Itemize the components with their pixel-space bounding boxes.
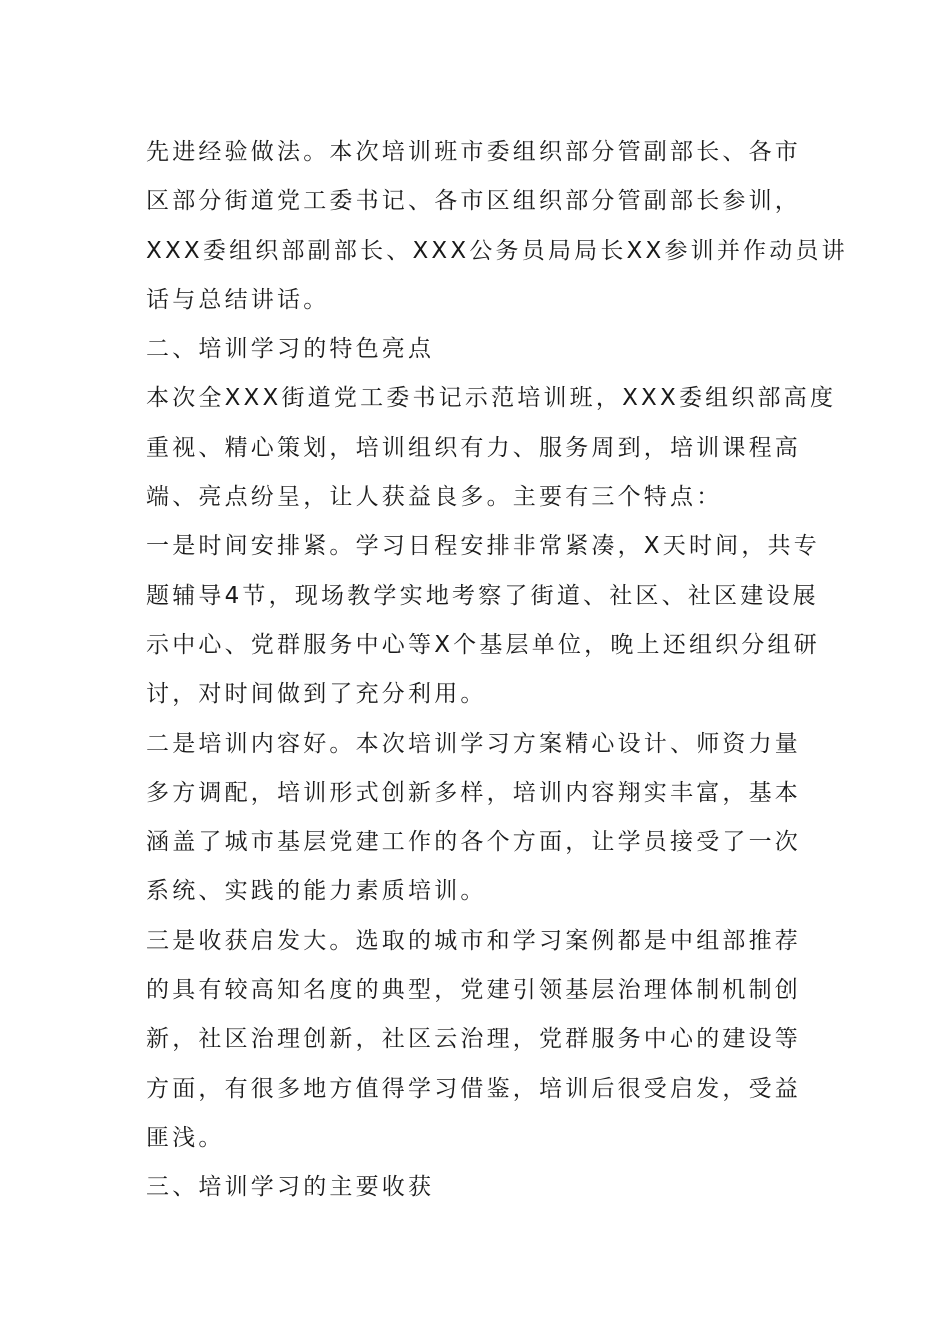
text-line: 先进经验做法。本次培训班市委组织部分管副部长、各市 bbox=[146, 139, 801, 165]
text-line: 的具有较高知名度的典型，党建引领基层治理体制机制创 bbox=[146, 977, 801, 1004]
text-line: 本次全XXX街道党工委书记示范培训班，XXX委组织部高度 bbox=[146, 385, 837, 412]
text-line: 系统、实践的能力素质培训。 bbox=[146, 878, 487, 905]
text-line: 二是培训内容好。本次培训学习方案精心设计、师资力量 bbox=[146, 730, 801, 757]
section-heading: 三、培训学习的主要收获 bbox=[146, 1174, 435, 1201]
text-line: 重视、精心策划，培训组织有力、服务周到，培训课程高 bbox=[146, 434, 801, 461]
text-line: 三是收获启发大。选取的城市和学习案例都是中组部推荐 bbox=[146, 927, 801, 954]
text-line: 多方调配，培训形式创新多样，培训内容翔实丰富，基本 bbox=[146, 779, 801, 806]
document-body bbox=[146, 128, 848, 1213]
text-line: 涵盖了城市基层党建工作的各个方面，让学员接受了一次 bbox=[146, 829, 801, 856]
text-line: XXX委组织部副部长、XXX公务员局局长XX参训并作动员讲 bbox=[146, 237, 848, 264]
text-line: 讨，对时间做到了充分利用。 bbox=[146, 681, 487, 708]
text-line: 匪浅。 bbox=[146, 1124, 225, 1151]
text-line: 新，社区治理创新，社区云治理，党群服务中心的建设等 bbox=[146, 1026, 801, 1053]
text-line: 区部分街道党工委书记、各市区组织部分管副部长参训， bbox=[146, 188, 801, 215]
text-line: 一是时间安排紧。学习日程安排非常紧凑，X天时间，共专 bbox=[146, 533, 820, 560]
text-line: 示中心、党群服务中心等X个基层单位，晚上还组织分组研 bbox=[146, 631, 820, 658]
text-line: 话与总结讲话。 bbox=[146, 286, 330, 313]
text-line: 题辅导4节，现场教学实地考察了街道、社区、社区建设展 bbox=[146, 582, 819, 609]
section-heading: 二、培训学习的特色亮点 bbox=[146, 336, 435, 363]
text-line: 方面，有很多地方值得学习借鉴，培训后很受启发，受益 bbox=[146, 1075, 801, 1102]
text-line: 端、亮点纷呈，让人获益良多。主要有三个特点： bbox=[146, 484, 723, 511]
